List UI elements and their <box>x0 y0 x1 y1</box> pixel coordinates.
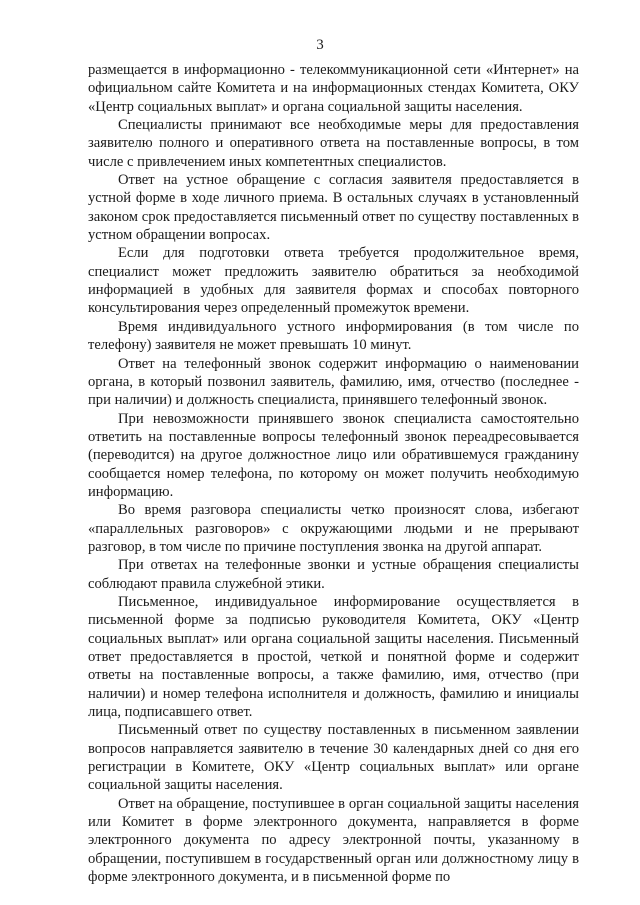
paragraph-specialists-measures: Специалисты принимают все необходимые меры для предоставления заявителю полного и оперативного ответа на поставленные вопросы, в том числе с привлечением иных компетентных специалистов. <box>88 117 579 170</box>
paragraph-phone-call-answer: Ответ на телефонный звонок содержит информацию о наименовании органа, в который позвонил заявитель, фамилию, имя, отчество (последнее - при наличии) и должность специалиста, принявшего телефонный звонок. <box>88 355 579 409</box>
paragraph-electronic-answer: Ответ на обращение, поступившее в орган социальной защиты населения или Комитет в форме электронного документа, направляется в форме электронного документа по адресу электронной почты, указанному в обращении, поступившем в государственный орган или должностному лицу в форме электронного документа, и в письменной форме по <box>88 795 579 886</box>
paragraph-call-redirect: При невозможности принявшего звонок специалиста самостоятельно ответить на поставленные вопросы телефонный звонок переадресовывается (переводится) на другое должностное лицо или обратившемуся гражданину сообщается номер телефона, по которому он может получить необходимую информацию. <box>88 410 579 500</box>
page-number: 3 <box>316 37 324 53</box>
document-body <box>88 61 579 886</box>
paragraph-continuation: размещается в информационно - телекоммуникационной сети «Интернет» на официальном сайте Комитета и на информационных стендах Комитета, ОКУ «Центр социальных выплат» и органа социальной защиты населения. <box>88 62 579 115</box>
paragraph-written-answer-deadline: Письменный ответ по существу поставленных в письменном заявлении вопросов направляется заявителю в течение 30 календарных дней со дня его регистрации в Комитете, ОКУ «Центр социальных выплат» или органе социальной защиты населения. <box>88 722 579 794</box>
paragraph-informing-time: Время индивидуального устного информирования (в том числе по телефону) заявителя не может превышать 10 минут. <box>88 318 579 354</box>
paragraph-written-informing: Письменное, индивидуальное информирование осуществляется в письменной форме за подписью руководителя Комитета, ОКУ «Центр социальных выплат» или органа социальной защиты населения. Письменный ответ предоставляется в простой, четкой и понятной форме и содержит ответы на поставленные вопросы, а также фамилию, имя, отчество (при наличии) и номер телефона исполнителя и должность, фамилию и инициалы лица, подписавшего ответ. <box>88 593 579 721</box>
paragraph-oral-request-answer: Ответ на устное обращение с согласия заявителя предоставляется в устной форме в ходе личного приема. В остальных случаях в установленный законом срок предоставляется письменный ответ по существу поставленных в устном обращении вопросах. <box>88 172 579 244</box>
paragraph-service-ethics: При ответах на телефонные звонки и устные обращения специалисты соблюдают правила служебной этики. <box>88 557 579 592</box>
paragraph-conversation-rules: Во время разговора специалисты четко произносят слова, избегают «параллельных разговоров» с окружающими людьми и не прерывают разговор, в том числе по причине поступления звонка на другой аппарат. <box>88 502 579 555</box>
paragraph-long-preparation: Если для подготовки ответа требуется продолжительное время, специалист может предложить заявителю обратиться за необходимой информацией в удобных для заявителя формах и способах повторного консультирования через определенный промежуток времени. <box>88 245 579 317</box>
